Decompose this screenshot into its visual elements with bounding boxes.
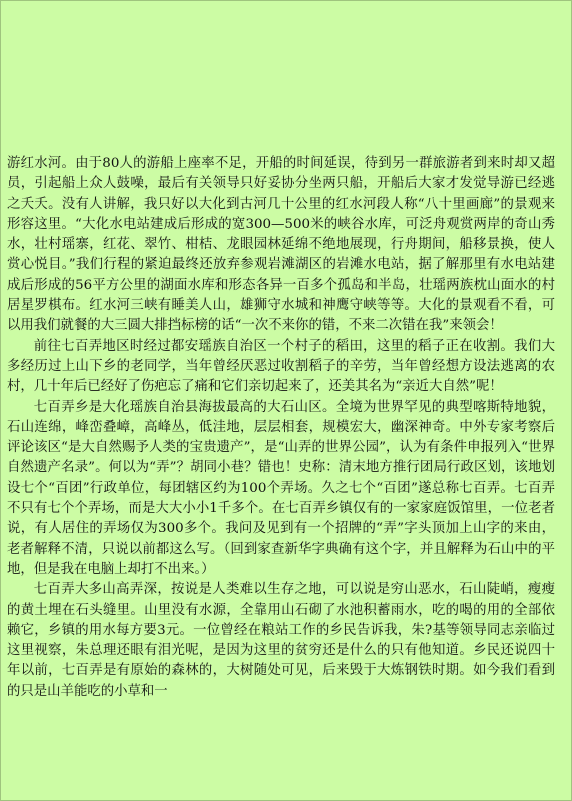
article-body — [7, 154, 555, 702]
paragraph-4: 七百弄大多山高弄深，按说是人类难以生存之地，可以说是穷山恶水，石山陡峭，瘦瘦的黄土埋在石头缝里。山里没有水源，全靠用山石砌了水池积蓄雨水，吃的喝的用的全部依赖它，乡镇的用水每方要3元。一位曾经在粮站工作的乡民告诉我，朱?基等领导同志亲临过这里视察，朱总理还眼有泪光呢，是因为这里的贫穷还是什么的只有他知道。乡民还说四十年以前，七百弄是有原始的森林的，大树随处可见，后来毁于大炼钢铁时期。如今我们看到的只是山羊能吃的小草和一 — [7, 582, 555, 699]
paragraph-2: 前往七百弄地区时经过都安瑶族自治区一个村子的稻田，这里的稻子正在收割。我们大多经历过上山下乡的老同学，当年曾经厌恶过收割稻子的辛劳，当年曾经想方设法逃离的农村，几十年后已经好了伤疤忘了痛和它们亲切起来了，还美其名为“亲近大自然”呢！ — [7, 338, 555, 395]
paragraph-3: 七百弄乡是大化瑶族自治县海拔最高的大石山区。全境为世界罕见的典型喀斯特地貌，石山连绵，峰峦叠嶂，高峰丛，低洼地，层层相套，规模宏大，幽深神奇。中外专家考察后评论该区“是大自然赐予人类的宝贵遗产”，是“山弄的世界公园”，认为有条件申报列入“世界自然遗产名录”。何以为“弄”？胡同小巷？错也！史称：清末地方推行团局行政区划，该地划设七个“百团”行政单位，每团辖区约为100个弄场。久之七个“百团”遂总称七百弄。七百弄不只有七个个弄场，而是大大小小1千多个。在七百弄乡镇仅有的一家家庭饭馆里，一位老者说，有人居住的弄场仅为300多个。我问及见到有一个招牌的“弄”字头顶加上山字的来由，老者解释不清，只说以前都这么写。（回到家查新华字典确有这个字，并且解释为石山中的平地，但是我在电脑上却打不出来。） — [7, 399, 555, 577]
paragraph-1: 游红水河。由于80人的游船上座率不足，开船的时间延误，待到另一群旅游者到来时却又超员，引起船上众人鼓噪，最后有关领导只好妥协分坐两只船，开船后大家才发觉导游已经逃之夭夭。没有人讲解，我只好以大化到古河几十公里的红水河段人称“八十里画廊”的景观来形容这里。“大化水电站建成后形成的宽300—500米的峡谷水库，可泛舟观赏两岸的奇山秀水，壮村瑶寨，红花、翠竹、柑桔、龙眼园林延绵不绝地展现，行舟期间，船移景换，使人赏心悦目。”我们行程的紧迫最终还放弃参观岩滩湖区的岩滩水电站，据了解那里有水电站建成后形成的56平方公里的湖面水库和形态各异一百多个孤岛和半岛，壮瑶两族枕山面水的村居星罗棋布。红水河三峡有睡美人山，雄狮守水城和神鹰守峡等等。大化的景观看不看，可以用我们就餐的大三圆大排挡标榜的话“一次不来你的错，不来二次错在我”来领会！ — [7, 156, 555, 334]
